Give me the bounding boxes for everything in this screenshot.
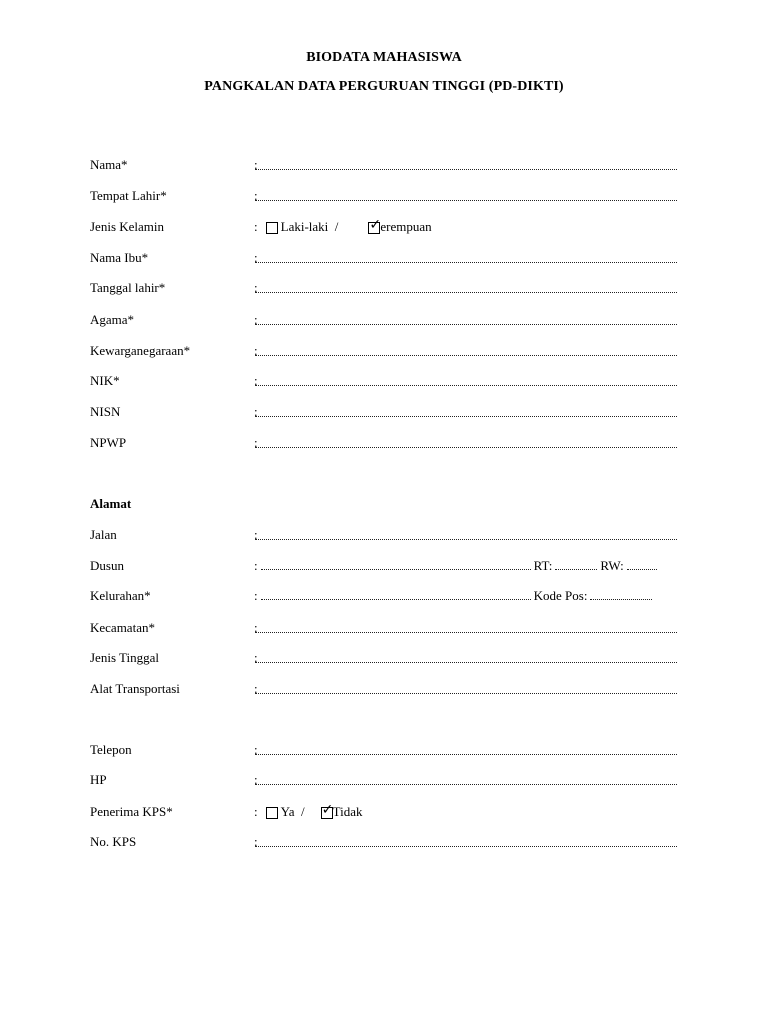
colon: :: [254, 280, 258, 295]
page-title: BIODATA MAHASISWA: [306, 50, 462, 65]
checkbox-ya[interactable]: [266, 807, 278, 819]
row-jenis-tinggal: [0, 650, 768, 680]
input-line-nama[interactable]: [255, 169, 677, 170]
colon: :: [254, 804, 258, 819]
input-line-tempat-lahir[interactable]: [255, 200, 677, 201]
option-perempuan: erempuan: [380, 219, 432, 234]
row-hp: [0, 772, 768, 802]
label-alat-transportasi: Alat Transportasi: [90, 681, 180, 696]
gender-options: [254, 219, 432, 235]
label-telepon: Telepon: [90, 742, 132, 757]
section-heading-alamat: Alamat: [90, 496, 132, 511]
row-no-kps: [0, 834, 768, 864]
label-rt: RT:: [533, 558, 553, 573]
label-kecamatan: Kecamatan*: [90, 620, 155, 635]
colon: :: [254, 620, 258, 635]
colon: :: [254, 742, 258, 757]
kelurahan-fields: [254, 588, 655, 604]
label-agama: Agama*: [90, 312, 135, 327]
option-laki-laki: Laki-laki: [280, 219, 329, 234]
input-line-agama[interactable]: [255, 324, 677, 325]
label-jalan: Jalan: [90, 527, 117, 542]
colon: :: [254, 558, 258, 573]
checkbox-laki-laki[interactable]: [266, 222, 278, 234]
row-nama: [0, 157, 768, 187]
input-line-nama-ibu[interactable]: [255, 262, 677, 263]
colon: :: [254, 312, 258, 327]
label-kewarganegaraan: Kewarganegaraan*: [90, 343, 191, 358]
colon: :: [254, 250, 258, 265]
colon: :: [254, 834, 258, 849]
row-telepon: [0, 742, 768, 772]
input-line-tanggal-lahir[interactable]: [255, 292, 677, 293]
label-hp: HP: [90, 772, 107, 787]
checkbox-tidak[interactable]: [321, 802, 334, 819]
input-line-kode-pos[interactable]: [590, 598, 652, 600]
input-line-kelurahan[interactable]: [261, 598, 531, 600]
label-tempat-lahir: Tempat Lahir*: [90, 188, 167, 203]
label-nisn: NISN: [90, 404, 121, 419]
row-alamat-heading: [0, 496, 768, 526]
colon: :: [254, 219, 258, 234]
row-kecamatan: [0, 620, 768, 650]
colon: :: [254, 772, 258, 787]
row-nama-ibu: [0, 250, 768, 280]
input-line-jenis-tinggal[interactable]: [255, 662, 677, 663]
row-npwp: [0, 435, 768, 465]
colon: :: [254, 188, 258, 203]
colon: :: [254, 373, 258, 388]
colon: :: [254, 343, 258, 358]
option-separator: /: [300, 804, 305, 819]
row-dusun: [0, 558, 768, 588]
label-jenis-tinggal: Jenis Tinggal: [90, 650, 159, 665]
option-tidak: Tidak: [332, 804, 363, 819]
label-nama-ibu: Nama Ibu*: [90, 250, 149, 265]
row-jenis-kelamin: [0, 219, 768, 249]
row-kewarganegaraan: [0, 343, 768, 373]
input-line-kecamatan[interactable]: [255, 632, 677, 633]
label-nama: Nama*: [90, 157, 128, 172]
input-line-nik[interactable]: [255, 385, 677, 386]
label-kode-pos: Kode Pos:: [533, 588, 588, 603]
row-alat-transportasi: [0, 681, 768, 711]
label-tanggal-lahir: Tanggal lahir*: [90, 280, 166, 295]
label-rw: RW:: [600, 558, 624, 573]
label-npwp: NPWP: [90, 435, 127, 450]
label-no-kps: No. KPS: [90, 834, 137, 849]
colon: :: [254, 435, 258, 450]
option-ya: Ya: [280, 804, 295, 819]
check-mark-icon: ✓: [321, 802, 334, 818]
label-dusun: Dusun: [90, 558, 124, 573]
dusun-fields: [254, 558, 660, 574]
label-jenis-kelamin: Jenis Kelamin: [90, 219, 165, 234]
input-line-dusun[interactable]: [261, 568, 531, 570]
colon: :: [254, 650, 258, 665]
input-line-npwp[interactable]: [255, 447, 677, 448]
label-penerima-kps: Penerima KPS*: [90, 804, 173, 819]
colon: :: [254, 588, 258, 603]
option-separator: /: [334, 219, 339, 234]
row-kelurahan: [0, 588, 768, 618]
colon: :: [254, 681, 258, 696]
input-line-telepon[interactable]: [255, 754, 677, 755]
input-line-rw[interactable]: [627, 568, 657, 570]
row-nisn: [0, 404, 768, 434]
label-nik: NIK*: [90, 373, 120, 388]
checkbox-perempuan[interactable]: [368, 217, 382, 234]
row-nik: [0, 373, 768, 403]
input-line-jalan[interactable]: [255, 539, 677, 540]
row-penerima-kps: [0, 804, 768, 834]
label-kelurahan: Kelurahan*: [90, 588, 151, 603]
row-tempat-lahir: [0, 188, 768, 218]
page-subtitle: PANGKALAN DATA PERGURUAN TINGGI (PD-DIKTI): [204, 79, 564, 94]
row-tanggal-lahir: [0, 280, 768, 310]
kps-options: [254, 804, 362, 820]
colon: :: [254, 404, 258, 419]
input-line-kewarganegaraan[interactable]: [255, 355, 677, 356]
colon: :: [254, 157, 258, 172]
input-line-nisn[interactable]: [255, 416, 677, 417]
check-mark-icon: ✓: [369, 217, 382, 233]
colon: :: [254, 527, 258, 542]
row-jalan: [0, 527, 768, 557]
input-line-rt[interactable]: [555, 568, 597, 570]
input-line-no-kps[interactable]: [255, 846, 677, 847]
row-agama: [0, 312, 768, 342]
input-line-hp[interactable]: [255, 784, 677, 785]
input-line-alat-transportasi[interactable]: [255, 693, 677, 694]
